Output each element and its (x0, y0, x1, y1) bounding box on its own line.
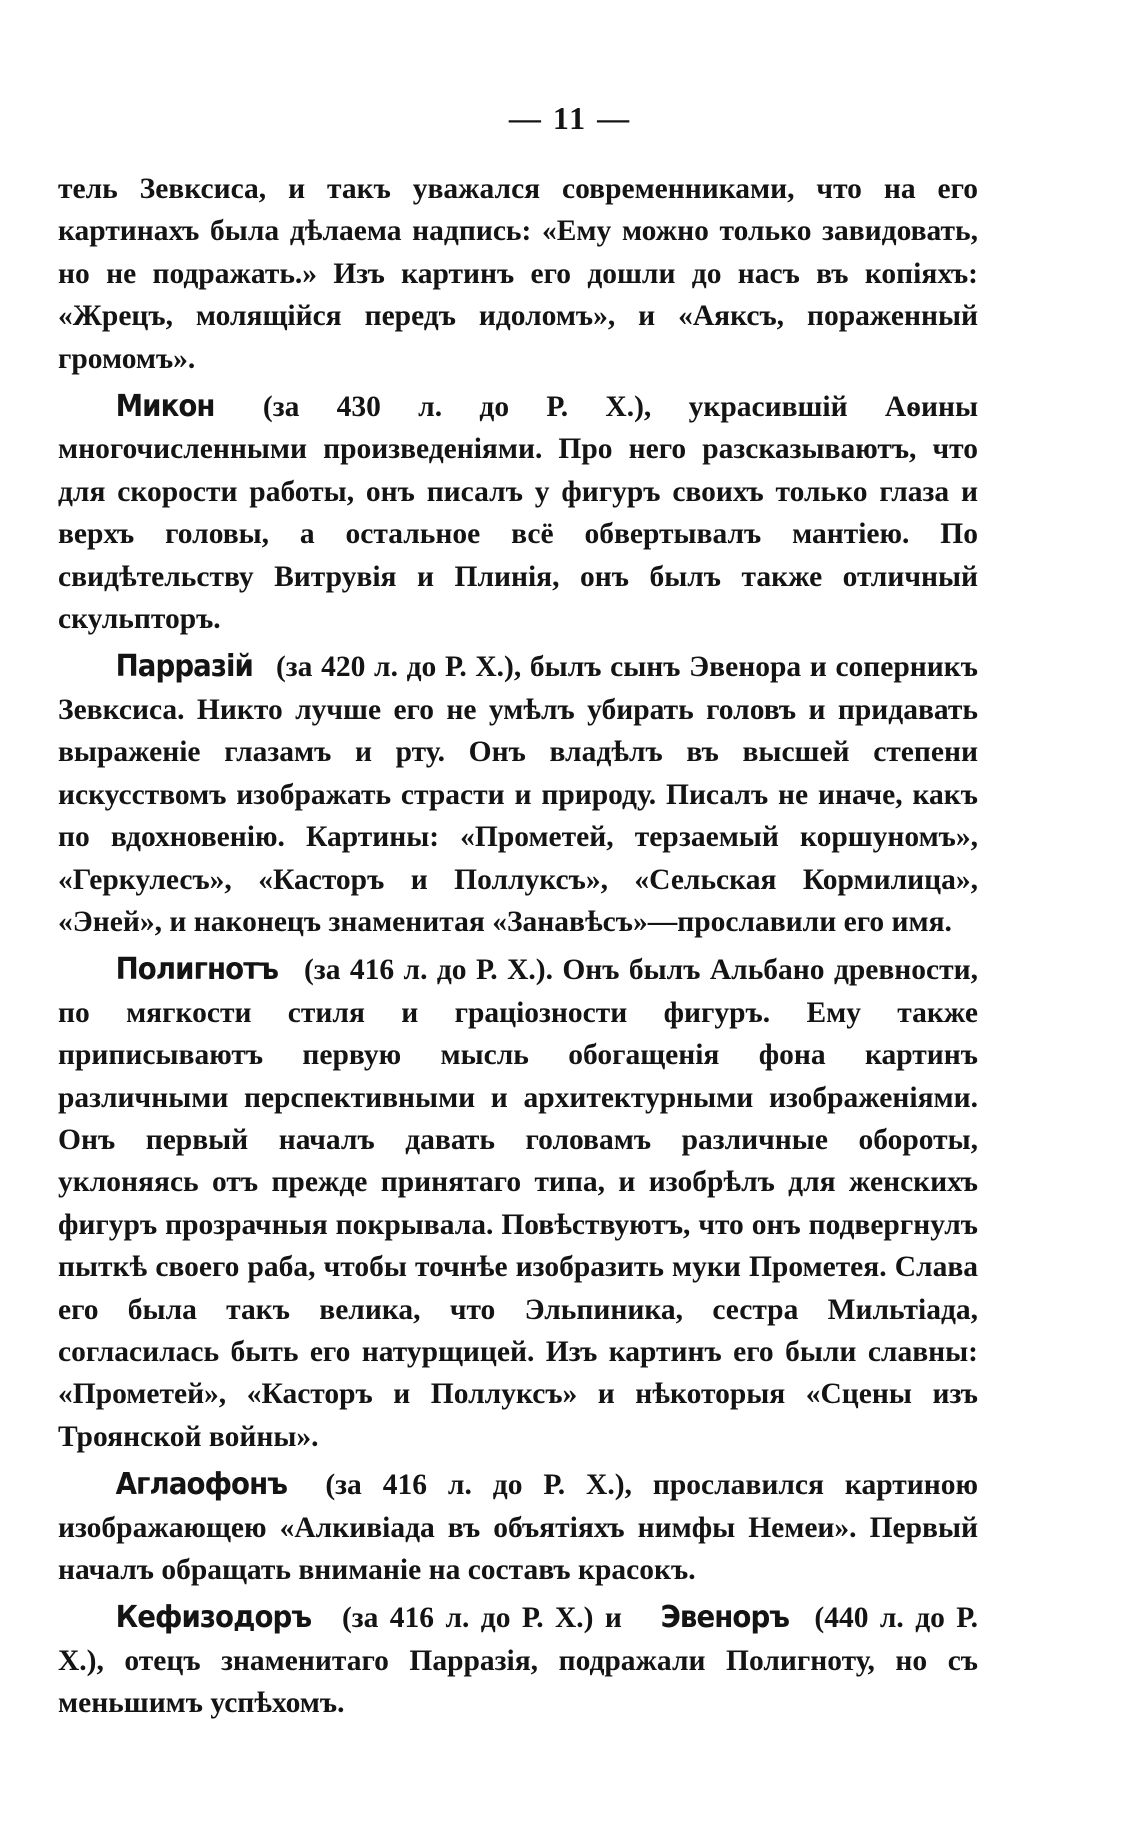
paragraph-text: (за 430 л. до Р. Х.), украсившій Аѳины многочисленными произведеніями. Про него разсказываютъ, что для скорости работы, онъ писалъ у фигуръ своихъ только глаза и верхъ головы, а остальное всё обвертывалъ мантіею. По свидѣтельству Витрувія и Плинія, онъ былъ также отличный скульпторъ. (58, 391, 978, 636)
page-number: — 11 — (508, 100, 632, 136)
paragraph-text: (за 420 л. до Р. Х.), былъ сынъ Эвенора и соперникъ Зевксиса. Никто лучше его не умѣлъ убирать головъ и придавать выраженіе глазамъ и рту. Онъ владѣлъ въ высшей степени искусствомъ изображать страсти и природу. Писалъ не иначе, какъ по вдохновенію. Картины: «Прометей, терзаемый коршуномъ», «Геркулесъ», «Касторъ и Поллуксъ», «Сельская Кормилица», «Эней», и наконецъ знаменитая «Занавѣсъ»—прославили его имя. (58, 651, 978, 938)
paragraph-text: (440 л. до Р. Х.), отецъ знаменитаго Парразія, подражали Полигноту, но съ меньшимъ успѣхомъ. (58, 1602, 978, 1720)
body-text (58, 168, 978, 1731)
paragraph-polygnotus (58, 949, 978, 1458)
paragraph-cephisodorus (58, 1597, 978, 1724)
paragraph-mikon (58, 386, 978, 640)
artist-name: Кефизодоръ (115, 1600, 312, 1636)
paragraph-parrhasius (58, 646, 978, 943)
artist-name: Аглаофонъ (115, 1467, 288, 1503)
artist-name: Парразій (115, 649, 253, 685)
artist-name: Микон (115, 389, 215, 425)
paragraph-aglaophon (58, 1464, 978, 1591)
paragraph-continuation (58, 168, 978, 380)
paragraph-text: тель Зевксиса, и такъ уважался современниками, что на его картинахъ была дѣлаема надпись: «Ему можно только завидовать, но не подражать.» Изъ картинъ его дошли до насъ въ копіяхъ: «Жрецъ, молящійся передъ идоломъ», и «Аяксъ, пораженный громомъ». (58, 173, 978, 375)
paragraph-text: (за 416 л. до Р. Х.), прославился картиною изображающею «Алкивіада въ объятіяхъ нимфы Немеи». Первый началъ обращать вниманіе на составъ красокъ. (58, 1469, 978, 1586)
paragraph-text: (за 416 л. до Р. Х.) и (330, 1602, 634, 1635)
artist-name: Эвеноръ (660, 1600, 790, 1636)
artist-name: Полигнотъ (115, 952, 279, 988)
paragraph-text: (за 416 л. до Р. Х.). Онъ былъ Альбано древности, по мягкости стиля и граціозности фигуръ. Ему также приписываютъ первую мысль обогащенія фона картинъ различными перспективными и архитектурными изображеніями. Онъ первый началъ давать головамъ различные обороты, уклоняясь отъ прежде принятаго типа, и изобрѣлъ для женскихъ фигуръ прозрачныя покрывала. Повѣствуютъ, что онъ подвергнулъ пыткѣ своего раба, чтобы точнѣе изобразить муки Прометея. Слава его была такъ велика, что Эльпиника, сестра Мильтіада, согласилась быть его натурщицей. Изъ картинъ его были славны: «Прометей», «Касторъ и Поллуксъ» и нѣкоторыя «Сцены изъ Троянской войны». (58, 954, 978, 1453)
